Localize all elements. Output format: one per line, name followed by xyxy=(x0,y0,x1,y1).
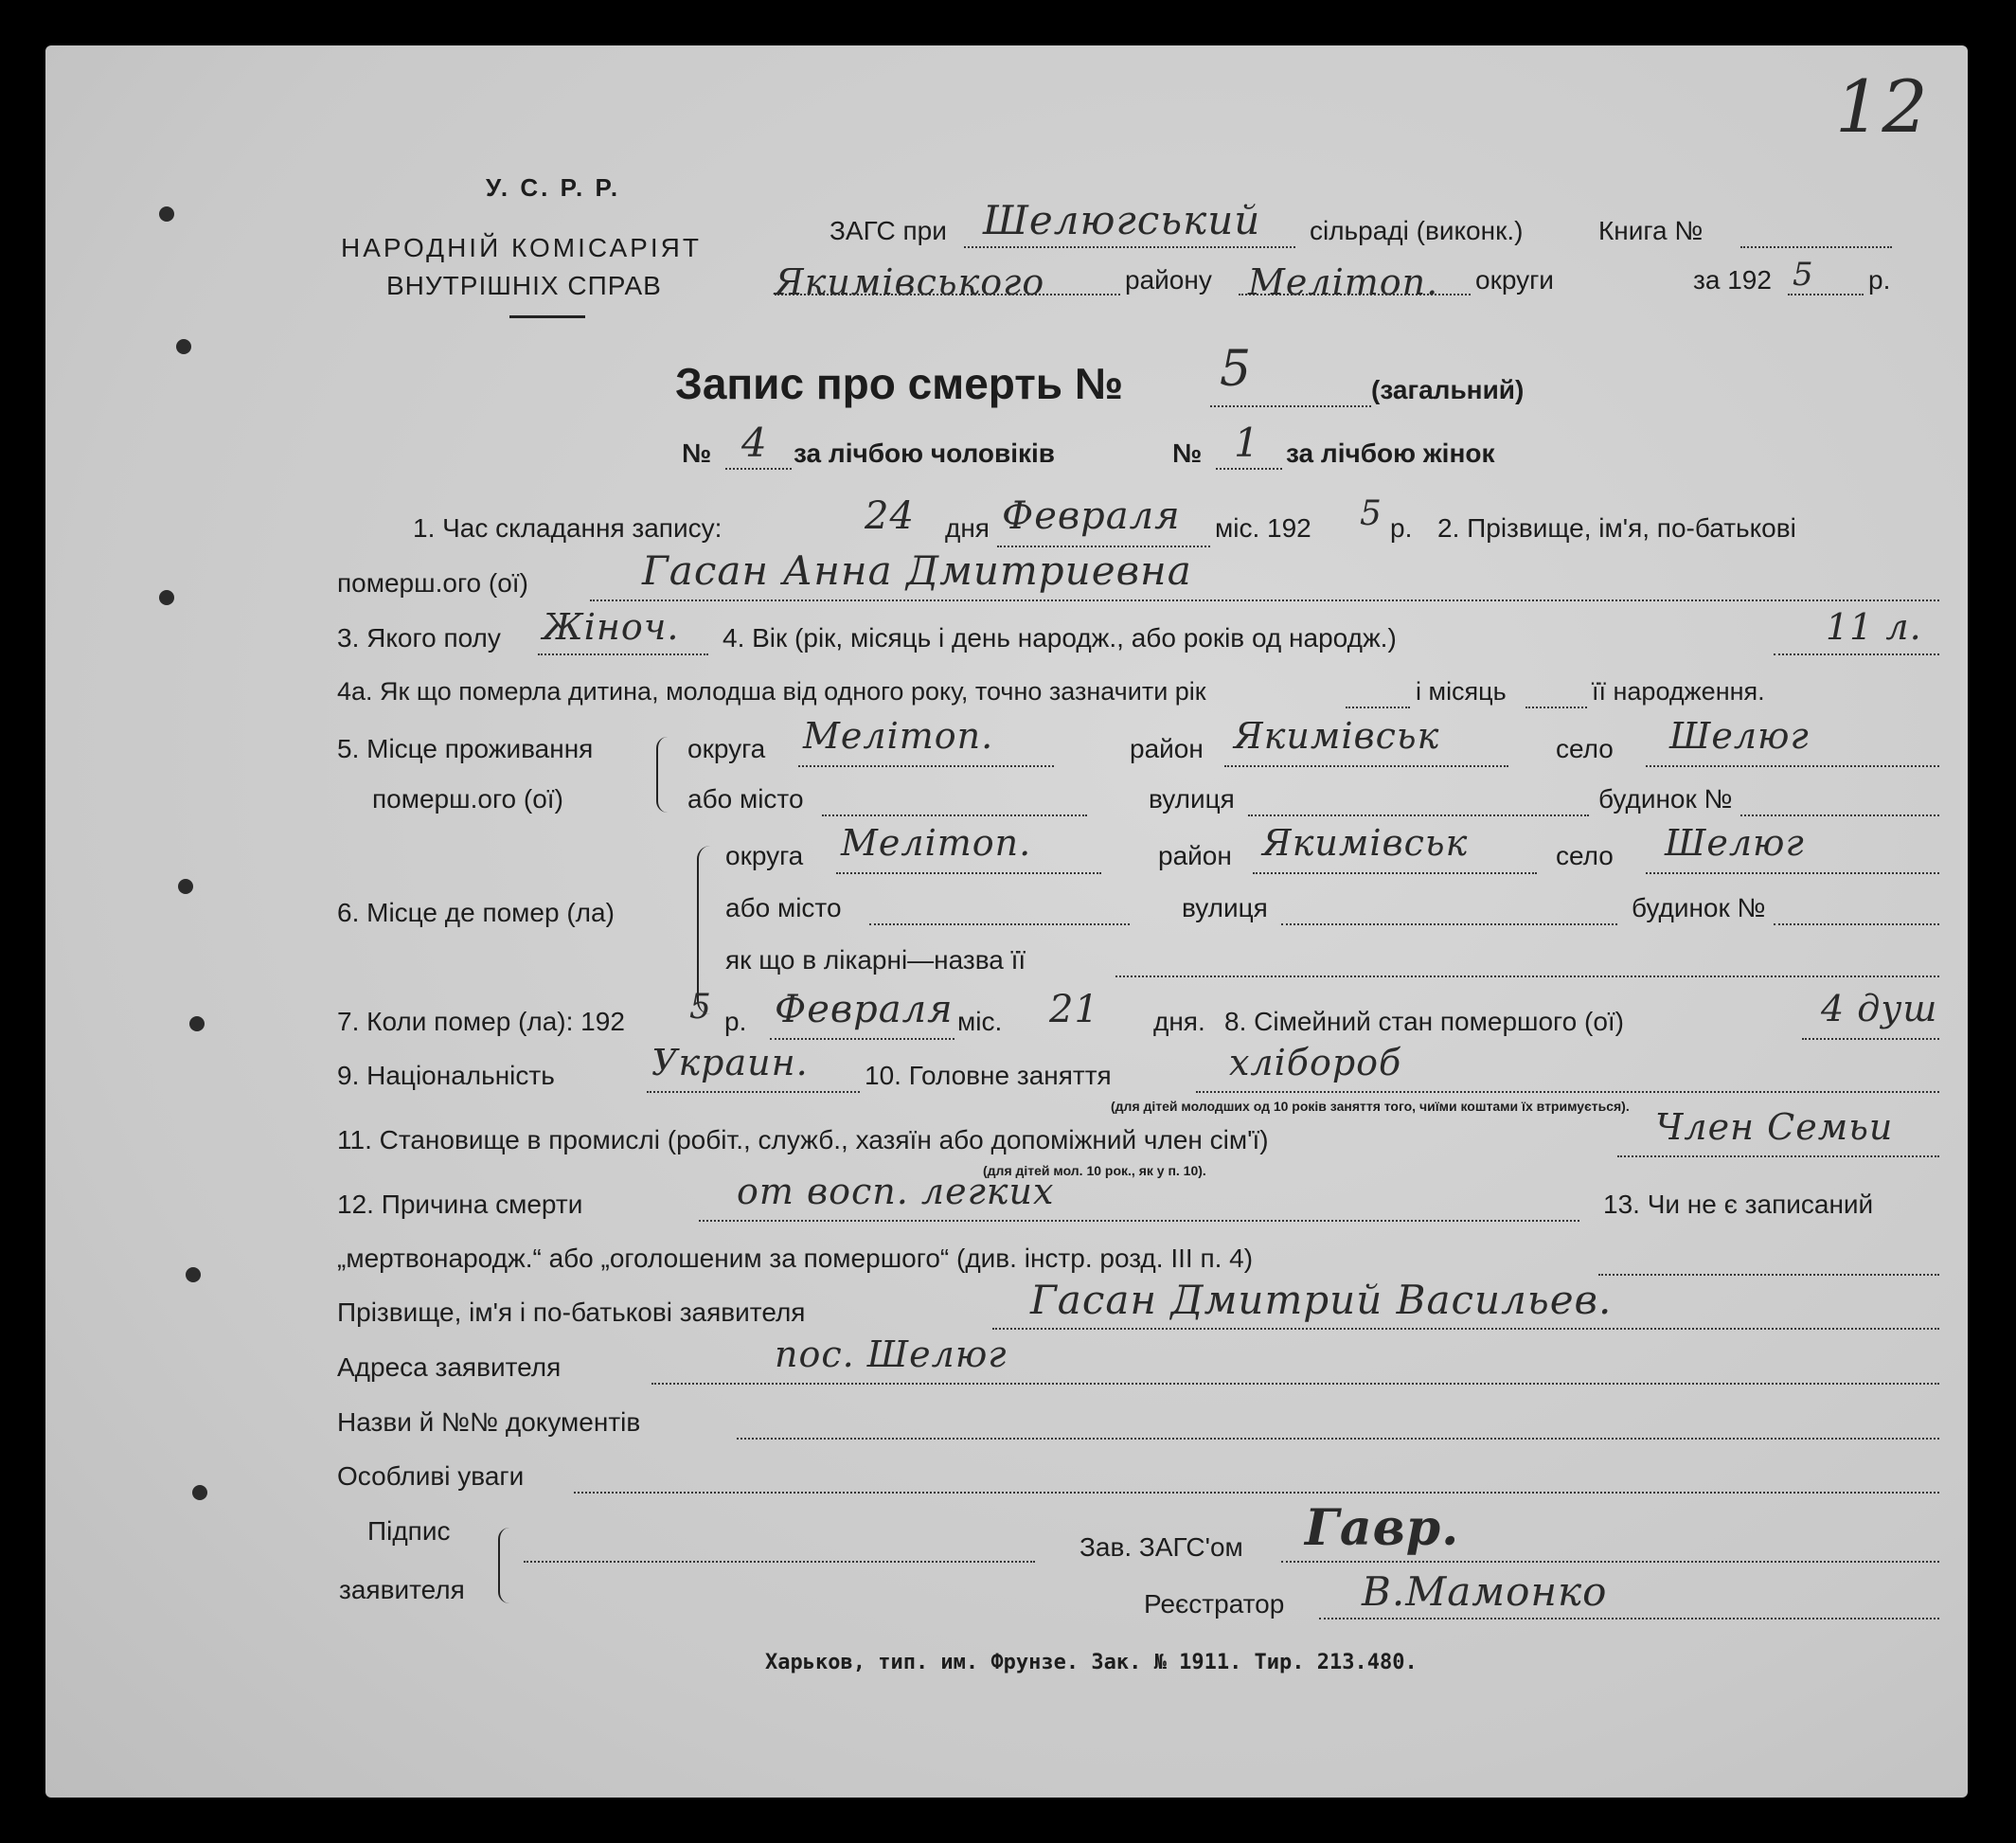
f11-label: 11. Становище в промислі (робіт., служб., хазяїн або допоміжний член сім'ї) xyxy=(337,1125,1269,1154)
docs-label: Назви й №№ документів xyxy=(337,1407,641,1437)
f8-value: 4 душ xyxy=(1821,988,1938,1029)
punch-hole xyxy=(186,1267,201,1282)
women-value: 1 xyxy=(1234,420,1260,466)
f7-year-suffix: р. xyxy=(724,1007,747,1036)
registrar-label: Реєстратор xyxy=(1144,1589,1285,1619)
men-value: 4 xyxy=(741,420,768,466)
head-signature: Гавр. xyxy=(1305,1499,1460,1557)
applicant-label: Прізвище, ім'я і по-батькові заявителя xyxy=(337,1297,806,1327)
f2-label-cont: померш.ого (ої) xyxy=(337,568,528,598)
punch-hole xyxy=(159,206,174,222)
f6-house: будинок № xyxy=(1632,893,1766,922)
applicant-value: Гасан Дмитрий Васильев. xyxy=(1030,1277,1613,1323)
f5-street: вулиця xyxy=(1149,784,1235,814)
page-number: 12 xyxy=(1835,64,1929,149)
commissariat-line1: НАРОДНІЙ КОМІСАРІЯТ xyxy=(341,233,702,262)
record-general: (загальний) xyxy=(1371,375,1525,404)
ussr-label: У. С. Р. Р. xyxy=(486,173,621,202)
f7-year: 5 xyxy=(689,988,712,1027)
women-prefix: № xyxy=(1172,438,1203,468)
f11-note: (для дітей мол. 10 рок., як у п. 10). xyxy=(983,1163,1206,1178)
registrar-signature: В.Мамонко xyxy=(1362,1568,1608,1615)
record-number: 5 xyxy=(1220,341,1253,398)
f6-okruha: округа xyxy=(725,841,804,870)
notes-label: Особливі уваги xyxy=(337,1461,525,1491)
district-value: Якимівського xyxy=(775,261,1045,303)
f4a-month: і місяць xyxy=(1416,677,1507,706)
f7-label: 7. Коли помер (ла): 192 xyxy=(337,1007,625,1036)
f7-day: 21 xyxy=(1049,988,1099,1031)
sign-brace xyxy=(498,1528,509,1603)
f7-day-suffix: дня. xyxy=(1153,1007,1205,1036)
punch-hole xyxy=(189,1016,205,1031)
f1-label: 1. Час складання запису: xyxy=(413,513,723,543)
f5-raion-value: Якимівськ xyxy=(1234,715,1440,757)
okruha-label: округи xyxy=(1475,265,1554,295)
f4-label: 4. Вік (рік, місяць і день народж., або років од народж.) xyxy=(723,623,1397,653)
f11-value: Член Семьи xyxy=(1655,1106,1894,1148)
address-label: Адреса заявителя xyxy=(337,1352,562,1382)
f10-note: (для дітей молодших од 10 років заняття того, чиїми коштами їх втримується). xyxy=(1111,1099,1630,1114)
f5-house: будинок № xyxy=(1598,784,1733,814)
commissariat-line2: ВНУТРІШНІХ СПРАВ xyxy=(386,271,662,300)
f1-day-suffix: дня xyxy=(945,513,990,543)
f1-month: Февраля xyxy=(1002,494,1181,538)
f9-value: Украин. xyxy=(651,1042,809,1083)
f3-label: 3. Якого полу xyxy=(337,623,501,653)
head-label: Зав. ЗАГС'ом xyxy=(1079,1532,1243,1562)
document-sheet xyxy=(45,45,1968,1798)
zags-village: Шелюгський xyxy=(983,197,1261,243)
f4-value: 11 л. xyxy=(1826,606,1922,648)
zags-suffix: сільраді (виконк.) xyxy=(1310,216,1524,245)
year-prefix: за 192 xyxy=(1693,265,1772,295)
okruha-value: Мелітоп. xyxy=(1248,261,1439,303)
men-prefix: № xyxy=(682,438,712,468)
f6-selo-value: Шелюг xyxy=(1665,822,1805,864)
punch-hole xyxy=(176,339,191,354)
f1-day: 24 xyxy=(865,494,915,538)
f6-selo: село xyxy=(1556,841,1614,870)
men-label: за лічбою чоловіків xyxy=(794,438,1055,468)
f2-value: Гасан Анна Дмитриевна xyxy=(642,547,1192,594)
f8-label: 8. Сімейний стан помершого (ої) xyxy=(1224,1007,1624,1036)
f13-label: 13. Чи не є записаний xyxy=(1603,1190,1874,1219)
zags-prefix: ЗАГС при xyxy=(830,216,947,245)
f5-okruha: округа xyxy=(687,734,766,763)
record-title: Запис про смерть № xyxy=(675,359,1124,408)
women-label: за лічбою жінок xyxy=(1286,438,1495,468)
f1-year: 5 xyxy=(1360,494,1383,533)
year-suffix: р. xyxy=(1868,265,1891,295)
f6-raion: район xyxy=(1158,841,1232,870)
f7-month: Февраля xyxy=(775,988,954,1031)
f6-okruha-value: Мелітоп. xyxy=(841,822,1032,864)
f5-okruha-value: Мелітоп. xyxy=(803,715,994,757)
f4a-label: 4а. Як що померла дитина, молодша від одного року, точно зазначити рік xyxy=(337,677,1206,706)
f5-city: або місто xyxy=(687,784,804,814)
f7-month-suffix: міс. xyxy=(957,1007,1003,1036)
district-label: району xyxy=(1125,265,1212,295)
f12-value: от восп. легких xyxy=(737,1171,1055,1212)
f5-label2: померш.ого (ої) xyxy=(372,784,563,814)
f5-raion: район xyxy=(1130,734,1204,763)
f12-label: 12. Причина смерти xyxy=(337,1190,583,1219)
f13-cont: „мертвонародж.“ або „оголошеним за помершого“ (див. інстр. розд. III п. 4) xyxy=(337,1244,1254,1273)
f3-value: Жіноч. xyxy=(543,606,680,648)
punch-hole xyxy=(178,879,193,894)
f5-selo: село xyxy=(1556,734,1614,763)
f10-value: хлібороб xyxy=(1229,1042,1402,1083)
f6-hospital: як що в лікарні—назва її xyxy=(725,945,1026,975)
punch-hole xyxy=(192,1485,207,1500)
f1-year-suffix: р. xyxy=(1390,513,1413,543)
printer-imprint: Харьков, тип. им. Фрунзе. Зак. № 1911. Тир. 213.480. xyxy=(765,1651,1418,1674)
f5-brace xyxy=(656,737,668,813)
f4a-end: її народження. xyxy=(1592,677,1765,706)
f6-raion-value: Якимівськ xyxy=(1262,822,1469,864)
f6-city: або місто xyxy=(725,893,842,922)
f10-label: 10. Головне заняття xyxy=(865,1061,1112,1090)
f6-label: 6. Місце де помер (ла) xyxy=(337,898,615,927)
sign-label2: заявителя xyxy=(339,1575,465,1604)
book-label: Книга № xyxy=(1598,216,1704,245)
header-rule xyxy=(509,315,585,318)
f5-label1: 5. Місце проживання xyxy=(337,734,594,763)
sign-label1: Підпис xyxy=(367,1516,451,1546)
address-value: пос. Шелюг xyxy=(775,1333,1008,1375)
f6-street: вулиця xyxy=(1182,893,1268,922)
f2-label: 2. Прізвище, ім'я, по-батькові xyxy=(1437,513,1796,543)
year-value: 5 xyxy=(1793,256,1814,294)
f1-month-suffix: міс. 192 xyxy=(1215,513,1311,543)
f9-label: 9. Національність xyxy=(337,1061,555,1090)
f5-selo-value: Шелюг xyxy=(1669,715,1810,757)
punch-hole xyxy=(159,590,174,605)
